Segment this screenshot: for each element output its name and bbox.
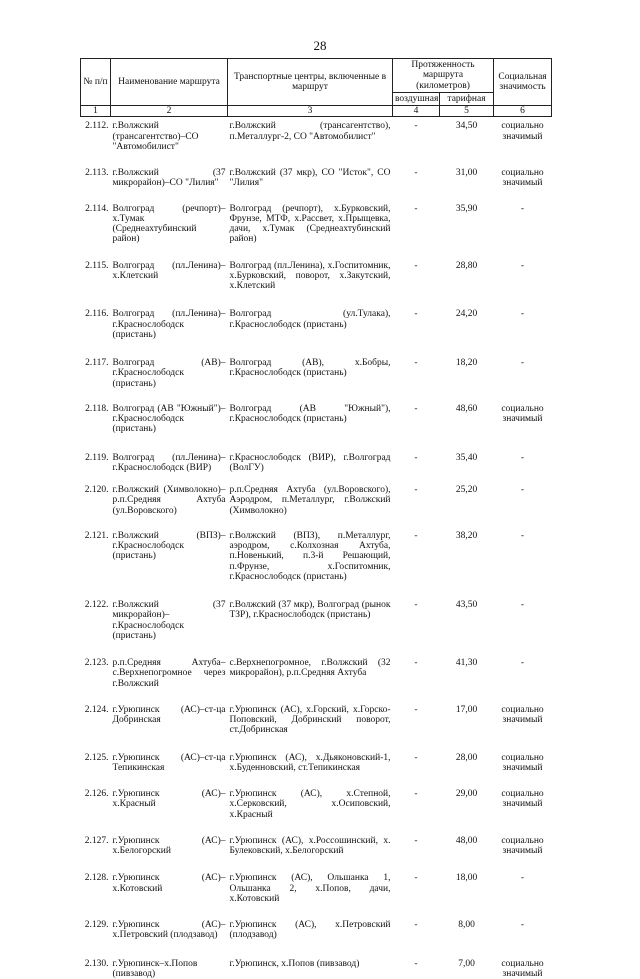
cell-num: 2.122. (81, 582, 111, 641)
cell-tariff: 48,60 (440, 389, 494, 435)
cell-name: г.Волжский (37 микрорайон)–СО "Лилия" (111, 152, 228, 189)
cell-social: - (494, 641, 552, 689)
cell-hubs: р.п.Средняя Ахтуба (ул.Воровского), Аэродром, п.Металлург, г.Волжский (Химволокно) (228, 473, 393, 516)
cell-tariff: 25,20 (440, 473, 494, 516)
cell-num: 2.120. (81, 473, 111, 516)
cell-air: - (393, 582, 440, 641)
table-row (81, 689, 552, 736)
cell-tariff: 35,40 (440, 435, 494, 474)
cell-hubs: г.Урюпинск (АС), Ольшанка 1, Ольшанка 2, х.Попов, дачи, х.Котовский (228, 856, 393, 904)
col-index-1: 1 (81, 106, 111, 117)
table-row (81, 773, 552, 820)
col-index-2: 2 (111, 106, 228, 117)
header-num: № п/п (81, 59, 111, 106)
cell-air: - (393, 435, 440, 474)
cell-air: - (393, 904, 440, 941)
cell-tariff: 18,00 (440, 856, 494, 904)
cell-name: р.п.Средняя Ахтуба–с.Верхнепогромное через г.Волжский (111, 641, 228, 689)
table-row (81, 389, 552, 435)
cell-tariff: 18,20 (440, 340, 494, 389)
cell-num: 2.129. (81, 904, 111, 941)
cell-social: - (494, 582, 552, 641)
cell-num: 2.130. (81, 941, 111, 979)
cell-social: - (494, 245, 552, 292)
cell-air: - (393, 473, 440, 516)
cell-hubs: г.Урюпинск (АС), х.Горский, х.Горско-Поповский, Добринский поворот, ст.Добринская (228, 689, 393, 736)
cell-hubs: г.Волжский (37 мкр), Волгоград (рынок ТЗР), г.Краснослободск (пристань) (228, 582, 393, 641)
cell-name: Волгоград (АВ)–г.Краснослободск (пристань) (111, 340, 228, 389)
cell-num: 2.115. (81, 245, 111, 292)
cell-air: - (393, 856, 440, 904)
table-row (81, 340, 552, 389)
col-index-6: 6 (494, 106, 552, 117)
cell-num: 2.114. (81, 189, 111, 245)
cell-name: г.Урюпинск (АС)–х.Красный (111, 773, 228, 820)
cell-num: 2.128. (81, 856, 111, 904)
table-row (81, 117, 552, 152)
table-row (81, 641, 552, 689)
cell-tariff: 17,00 (440, 689, 494, 736)
cell-social: социально значимый (494, 736, 552, 774)
cell-social: - (494, 856, 552, 904)
cell-hubs: г.Урюпинск (АС), х.Россошинский, х. Булековский, х.Белогорский (228, 820, 393, 857)
cell-social: - (494, 435, 552, 474)
cell-num: 2.113. (81, 152, 111, 189)
cell-air: - (393, 340, 440, 389)
table-row (81, 291, 552, 340)
table-body (81, 117, 552, 979)
table-row (81, 582, 552, 641)
cell-name: г.Урюпинск–х.Попов (пивзавод) (111, 941, 228, 979)
table-row (81, 941, 552, 979)
table-row (81, 152, 552, 189)
cell-hubs: Волгоград (ул.Тулака), г.Краснослободск (пристань) (228, 291, 393, 340)
col-index-5: 5 (440, 106, 494, 117)
cell-social: - (494, 291, 552, 340)
cell-air: - (393, 941, 440, 979)
cell-name: г.Волжский (ВПЗ)–г.Краснослободск (пристань) (111, 516, 228, 582)
cell-tariff: 35,90 (440, 189, 494, 245)
cell-air: - (393, 736, 440, 774)
cell-social: социально значимый (494, 389, 552, 435)
cell-name: г.Урюпинск (АС)–ст-ца Тепикинская (111, 736, 228, 774)
header-length: Протяженность маршрута (километров) (393, 59, 494, 93)
cell-tariff: 48,00 (440, 820, 494, 857)
cell-tariff: 7,00 (440, 941, 494, 979)
cell-air: - (393, 389, 440, 435)
cell-num: 2.124. (81, 689, 111, 736)
routes-table (80, 58, 552, 979)
cell-name: Волгоград (пл.Ленина)–х.Клетский (111, 245, 228, 292)
table-row (81, 435, 552, 474)
cell-social: - (494, 904, 552, 941)
cell-air: - (393, 516, 440, 582)
header-hubs: Транспортные центры, включенные в маршрут (228, 59, 393, 106)
cell-tariff: 41,30 (440, 641, 494, 689)
header-tariff: тарифная (440, 92, 494, 105)
cell-name: г.Урюпинск (АС)–ст-ца Добринская (111, 689, 228, 736)
table-header (81, 59, 552, 117)
cell-tariff: 34,50 (440, 117, 494, 152)
cell-hubs: г.Урюпинск (АС), х.Степной, х.Серковский, х.Осиповский, х.Красный (228, 773, 393, 820)
cell-tariff: 8,00 (440, 904, 494, 941)
cell-tariff: 28,00 (440, 736, 494, 774)
cell-air: - (393, 641, 440, 689)
cell-tariff: 28,80 (440, 245, 494, 292)
cell-hubs: г.Урюпинск, х.Попов (пивзавод) (228, 941, 393, 979)
cell-air: - (393, 291, 440, 340)
cell-hubs: г.Урюпинск (АС), х.Петровский (плодзавод) (228, 904, 393, 941)
cell-num: 2.116. (81, 291, 111, 340)
col-index-4: 4 (393, 106, 440, 117)
cell-social: социально значимый (494, 773, 552, 820)
cell-hubs: Волгоград (АВ), х.Бобры, г.Краснослободск (пристань) (228, 340, 393, 389)
cell-tariff: 38,20 (440, 516, 494, 582)
col-index-3: 3 (228, 106, 393, 117)
cell-social: социально значимый (494, 689, 552, 736)
table-row (81, 189, 552, 245)
cell-name: Волгоград (АВ "Южный")–г.Краснослободск (пристань) (111, 389, 228, 435)
cell-hubs: Волгоград (АВ "Южный"), г.Краснослободск (пристань) (228, 389, 393, 435)
cell-name: Волгоград (речпорт)–х.Тумак (Среднеахтубинский район) (111, 189, 228, 245)
table-row (81, 736, 552, 774)
cell-num: 2.126. (81, 773, 111, 820)
cell-air: - (393, 189, 440, 245)
cell-air: - (393, 245, 440, 292)
cell-hubs: с.Верхнепогромное, г.Волжский (32 микрорайон), р.п.Средняя Ахтуба (228, 641, 393, 689)
cell-social: - (494, 473, 552, 516)
table-row (81, 904, 552, 941)
cell-social: социально значимый (494, 152, 552, 189)
cell-hubs: г.Урюпинск (АС), х.Дьяконовский-1, х.Буденновский, ст.Тепикинская (228, 736, 393, 774)
cell-tariff: 43,50 (440, 582, 494, 641)
cell-num: 2.119. (81, 435, 111, 474)
cell-num: 2.127. (81, 820, 111, 857)
cell-social: - (494, 189, 552, 245)
cell-name: г.Волжский (Химволокно)–р.п.Средняя Ахтуба (ул.Воровского) (111, 473, 228, 516)
header-social: Социальная значимость (494, 59, 552, 106)
cell-hubs: Волгоград (пл.Ленина), х.Госпитомник, х.Бурковский, поворот, х.Закутский, х.Клетский (228, 245, 393, 292)
cell-name: Волгоград (пл.Ленина)–г.Краснослободск (ВИР) (111, 435, 228, 474)
cell-air: - (393, 773, 440, 820)
cell-num: 2.118. (81, 389, 111, 435)
cell-name: г.Волжский (37 микрорайон)–г.Краснослободск (пристань) (111, 582, 228, 641)
table-row (81, 516, 552, 582)
cell-social: социально значимый (494, 941, 552, 979)
cell-name: г.Урюпинск (АС)–х.Котовский (111, 856, 228, 904)
cell-social: социально значимый (494, 820, 552, 857)
cell-num: 2.125. (81, 736, 111, 774)
cell-name: г.Урюпинск (АС)–х.Белогорский (111, 820, 228, 857)
cell-hubs: г.Волжский (37 мкр), СО "Исток", СО "Лилия" (228, 152, 393, 189)
cell-num: 2.112. (81, 117, 111, 152)
cell-air: - (393, 820, 440, 857)
cell-social: социально значимый (494, 117, 552, 152)
table-row (81, 473, 552, 516)
cell-hubs: г.Волжский (ВПЗ), п.Металлург, аэродром, с.Колхозная Ахтуба, п.Новенький, п.3-й Решающий, п.Фрунзе, х.Госпитомник, г.Краснослободск (пристань) (228, 516, 393, 582)
cell-name: г.Урюпинск (АС)–х.Петровский (плодзавод) (111, 904, 228, 941)
cell-num: 2.121. (81, 516, 111, 582)
cell-tariff: 31,00 (440, 152, 494, 189)
cell-hubs: г.Краснослободск (ВИР), г.Волгоград (ВолГУ) (228, 435, 393, 474)
cell-tariff: 24,20 (440, 291, 494, 340)
cell-hubs: Волгоград (речпорт), х.Бурковский, Фрунзе, МТФ, х.Рассвет, х.Прыщевка, дачи, х.Тумак (Среднеахтубинский район) (228, 189, 393, 245)
cell-hubs: г.Волжский (трансагентство), п.Металлург-2, СО "Автомобилист" (228, 117, 393, 152)
cell-social: - (494, 340, 552, 389)
cell-name: г.Волжский (трансагентство)–СО "Автомобилист" (111, 117, 228, 152)
header-name: Наименование маршрута (111, 59, 228, 106)
header-air: воздушная (393, 92, 440, 105)
cell-tariff: 29,00 (440, 773, 494, 820)
cell-air: - (393, 117, 440, 152)
cell-num: 2.117. (81, 340, 111, 389)
cell-name: Волгоград (пл.Ленина)–г.Краснослободск (пристань) (111, 291, 228, 340)
cell-num: 2.123. (81, 641, 111, 689)
page-number: 28 (0, 38, 640, 54)
table-row (81, 820, 552, 857)
cell-air: - (393, 152, 440, 189)
table-row (81, 245, 552, 292)
cell-air: - (393, 689, 440, 736)
cell-social: - (494, 516, 552, 582)
table-row (81, 856, 552, 904)
